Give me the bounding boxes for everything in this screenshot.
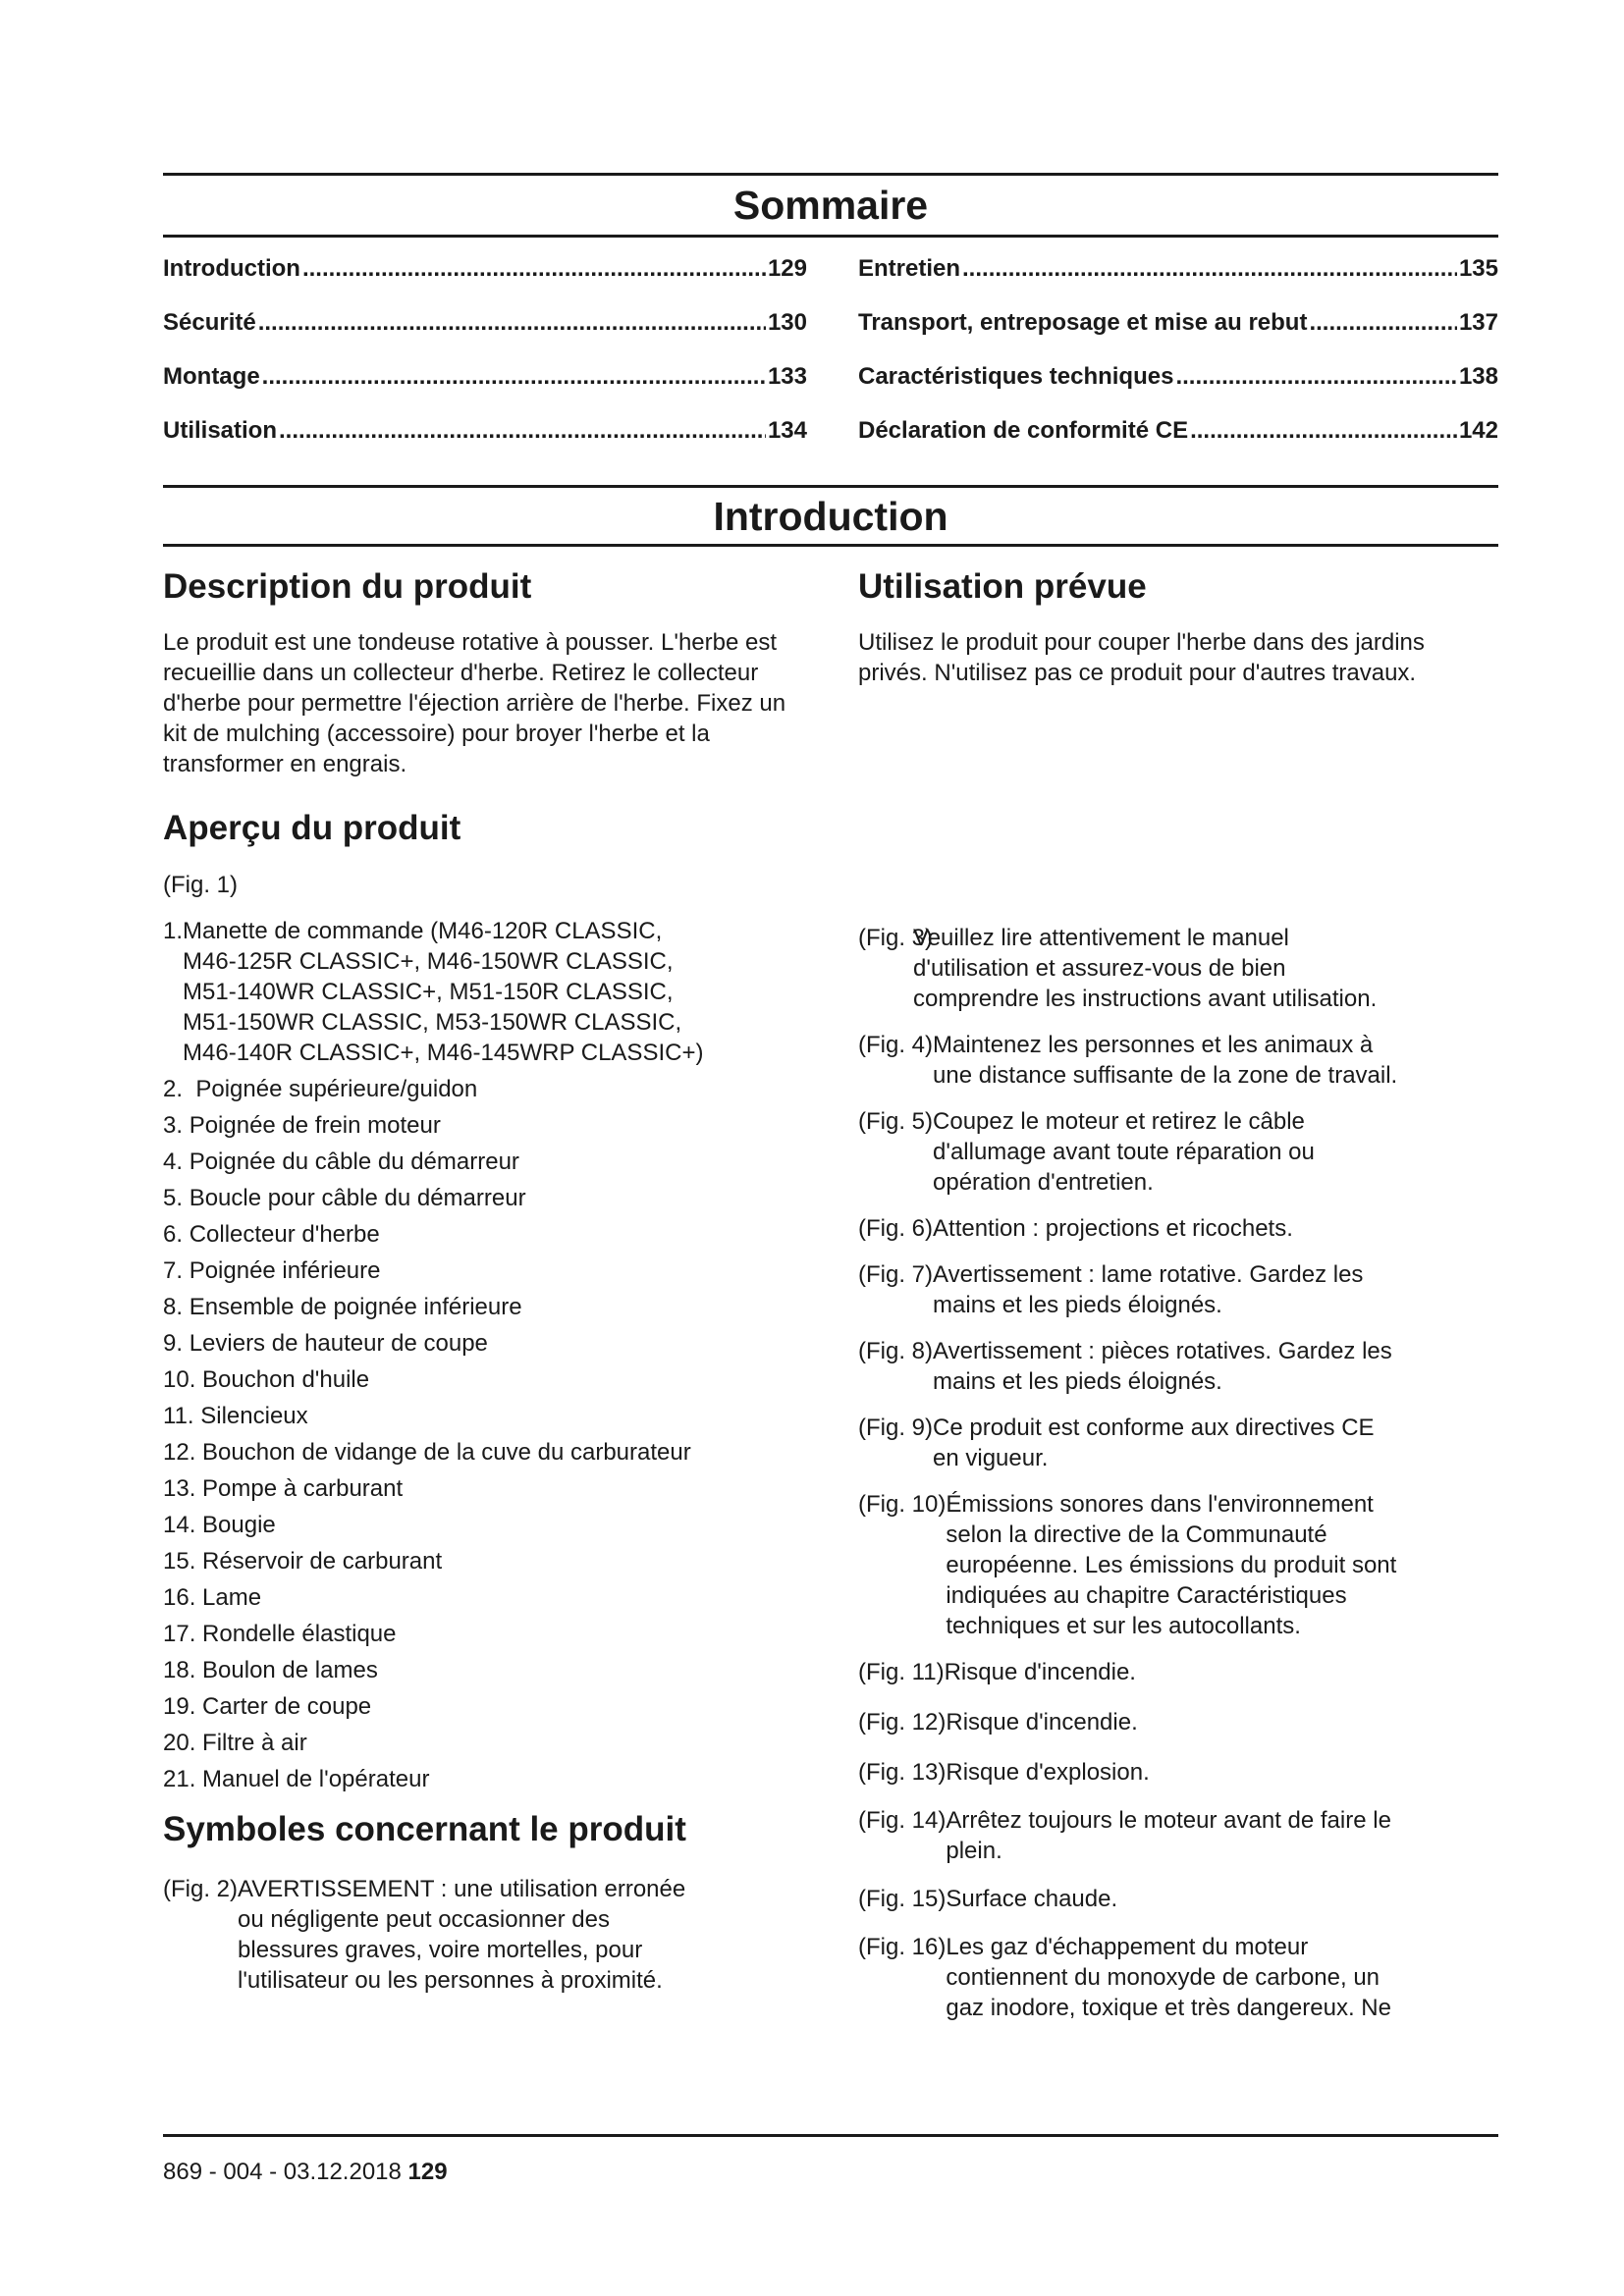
list-item: 13. Pompe à carburant xyxy=(163,1475,404,1502)
list-item: 5. Boucle pour câble du démarreur xyxy=(163,1185,526,1211)
symbols-heading: Symboles concernant le produit xyxy=(163,1810,686,1848)
summary-title: Sommaire xyxy=(732,183,929,228)
description-heading: Description du produit xyxy=(163,567,532,606)
list-item: 18. Boulon de lames xyxy=(163,1657,378,1683)
description-text: Le produit est une tondeuse rotative à pousser. L'herbe est recueillie dans un collecteur d'herbe. Retirez le collecteur d'herbe pour permettre l'éjection arrière de l'herbe. Fixez un kit de mulching (accessoire) pour broyer l'herbe et la transformer en engrais. xyxy=(163,629,786,777)
symbol-entry: (Fig. 9) Ce produit est conforme aux directives CE en vigueur. xyxy=(858,1415,1375,1471)
list-item: 8. Ensemble de poignée inférieure xyxy=(163,1294,522,1320)
symbol-entry: (Fig. 10) Émissions sonores dans l'environnement selon la directive de la Communauté européenne. Les émissions du produit sont indiquées au chapitre Caractéristiques techniques et sur les autocollants. xyxy=(858,1491,1397,1639)
overview-fig-ref: (Fig. 1) xyxy=(163,872,239,898)
list-item: 17. Rondelle élastique xyxy=(163,1621,397,1647)
list-item: 7. Poignée inférieure xyxy=(163,1257,381,1284)
page-number: 129 xyxy=(407,2159,448,2185)
symbol-entry: (Fig. 5) Coupez le moteur et retirez le câble d'allumage avant toute réparation ou opération d'entretien. xyxy=(858,1108,1315,1196)
symbol-entry: (Fig. 2) AVERTISSEMENT : une utilisation erronée ou négligente peut occasionner des blessures graves, voire mortelles, pour l'utilisateur ou les personnes à proximité. xyxy=(163,1876,686,1994)
list-item: 15. Réservoir de carburant xyxy=(163,1548,443,1575)
symbol-entry: (Fig. 8) Avertissement : pièces rotatives. Gardez les mains et les pieds éloignés. xyxy=(858,1338,1392,1395)
toc-entry[interactable]: Utilisation ..... 134 xyxy=(163,416,807,470)
list-item: 16. Lame xyxy=(163,1584,262,1611)
list-item: 3. Poignée de frein moteur xyxy=(163,1112,441,1139)
list-item: 20. Filtre à air xyxy=(163,1730,307,1756)
list-item: 4. Poignée du câble du démarreur xyxy=(163,1148,519,1175)
toc-entry[interactable]: Entretien ..... 135 xyxy=(858,254,1498,308)
intended-use-heading: Utilisation prévue xyxy=(858,567,1147,606)
top-rule xyxy=(163,173,1498,176)
page-footer: 869 - 004 - 03.12.2018 129 xyxy=(163,2159,448,2185)
toc-entry[interactable]: Sécurité ..... 130 xyxy=(163,308,807,362)
summary-title-rule xyxy=(163,235,1498,238)
list-item: 14. Bougie xyxy=(163,1512,276,1538)
list-item: 2. Poignée supérieure/guidon xyxy=(163,1076,478,1102)
toc-entry[interactable]: Caractéristiques techniques ..... 138 xyxy=(858,362,1498,416)
symbol-entry: (Fig. 11) Risque d'incendie. xyxy=(858,1659,1136,1685)
symbol-entry: (Fig. 14) Arrêtez toujours le moteur avant de faire le plein. xyxy=(858,1807,1391,1864)
toc-left-column xyxy=(163,254,807,470)
toc-entry[interactable]: Introduction ..... 129 xyxy=(163,254,807,308)
symbol-entry: (Fig. 15) Surface chaude. xyxy=(858,1886,1118,1912)
list-item: 9. Leviers de hauteur de coupe xyxy=(163,1330,488,1357)
symbols-left-list xyxy=(163,1874,831,2013)
footer-rule xyxy=(163,2134,1498,2137)
list-item: 12. Bouchon de vidange de la cuve du carburateur xyxy=(163,1439,691,1466)
intro-title-rule xyxy=(163,544,1498,547)
intended-use-text: Utilisez le produit pour couper l'herbe dans des jardins privés. N'utilisez pas ce produit pour d'autres travaux. xyxy=(858,629,1425,686)
list-item: 11. Silencieux xyxy=(163,1403,308,1429)
intro-top-rule xyxy=(163,485,1498,488)
symbol-entry: (Fig. 4) Maintenez les personnes et les animaux à une distance suffisante de la zone de travail. xyxy=(858,1032,1398,1089)
toc-entry[interactable]: Déclaration de conformité CE ..... 142 xyxy=(858,416,1498,470)
symbol-entry: (Fig. 3) Veuillez lire attentivement le manuel d'utilisation et assurez-vous de bien comprendre les instructions avant utilisation. xyxy=(858,925,1378,1012)
toc-entry[interactable]: Transport, entreposage et mise au rebut ..... 137 xyxy=(858,308,1498,362)
list-item: 6. Collecteur d'herbe xyxy=(163,1221,380,1248)
list-item: 10. Bouchon d'huile xyxy=(163,1366,370,1393)
list-item: 21. Manuel de l'opérateur xyxy=(163,1766,430,1792)
symbol-entry: (Fig. 6) Attention : projections et ricochets. xyxy=(858,1215,1293,1242)
intro-title: Introduction xyxy=(713,494,948,539)
overview-heading: Aperçu du produit xyxy=(163,809,461,847)
list-item: 1. Manette de commande (M46-120R CLASSIC, M46-125R CLASSIC+, M46-150WR CLASSIC, M51-140WR CLASSIC+, M51-150R CLASSIC, M51-150WR CLASSIC, M53-150WR CLASSIC, M46-140R CLASSIC+, M46-145WRP CLASSIC+) xyxy=(163,918,704,1066)
symbol-entry: (Fig. 16) Les gaz d'échappement du moteur contiennent du monoxyde de carbone, un gaz inodore, toxique et très dangereux. Ne xyxy=(858,1934,1391,2021)
symbol-entry: (Fig. 13) Risque d'explosion. xyxy=(858,1759,1150,1786)
toc-entry[interactable]: Montage ..... 133 xyxy=(163,362,807,416)
symbol-entry: (Fig. 12) Risque d'incendie. xyxy=(858,1709,1138,1735)
list-item: 19. Carter de coupe xyxy=(163,1693,372,1720)
symbol-entry: (Fig. 7) Avertissement : lame rotative. Gardez les mains et les pieds éloignés. xyxy=(858,1261,1364,1318)
symbols-right-list xyxy=(858,923,1506,2023)
parts-list xyxy=(163,916,831,1801)
toc-right-column xyxy=(858,254,1498,470)
